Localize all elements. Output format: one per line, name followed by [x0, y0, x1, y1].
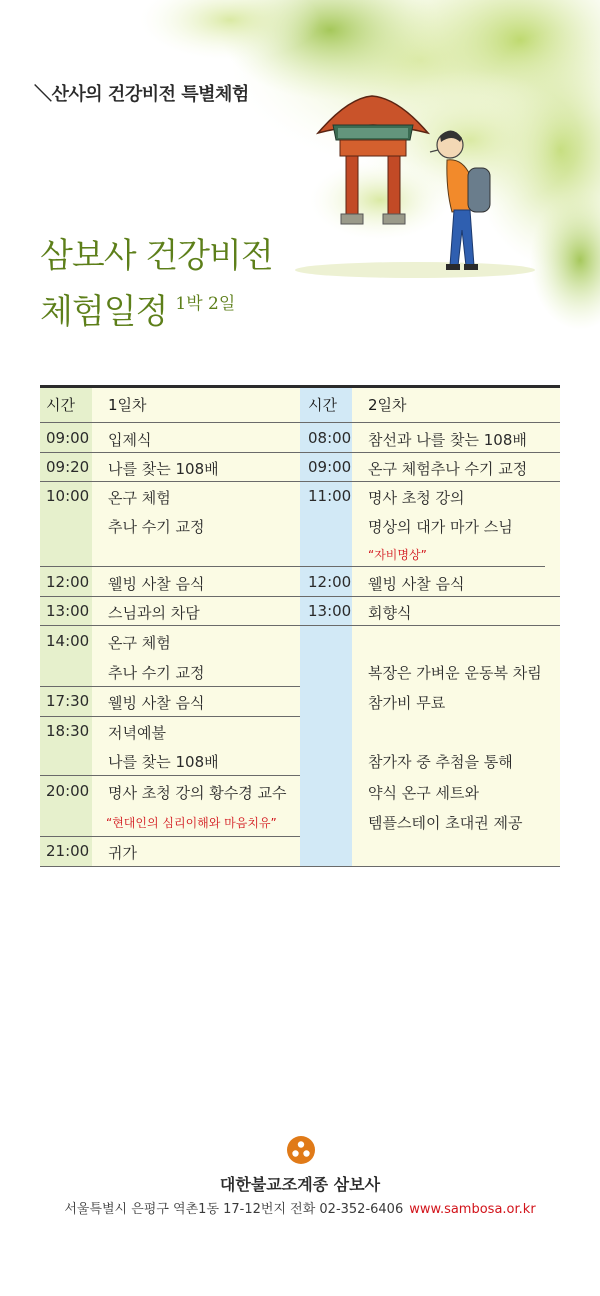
day2-activity: 참선과 나를 찾는 108배	[368, 431, 527, 449]
day1-activity: 입제식	[108, 431, 152, 449]
day2-activity: 회향식	[368, 604, 412, 622]
row-divider	[300, 481, 560, 482]
row-divider	[300, 422, 560, 423]
temple-logo-icon	[286, 1135, 316, 1165]
day2-time-header: 시간	[308, 396, 337, 414]
day1-lecture-note: “현대인의 심리이해와 마음치유”	[106, 816, 277, 830]
row-divider	[40, 686, 300, 687]
day1-activity: 스님과의 차담	[108, 604, 200, 622]
day2-header: 2일차	[368, 396, 407, 414]
day1-activity: 나를 찾는 108배	[108, 753, 219, 771]
day1-activity: 저녁예불	[108, 724, 166, 742]
address-text: 서울특별시 은평구 역촌1동 17-12번지 전화 02-352-6406	[64, 1202, 404, 1217]
day1-time: 12:00	[46, 573, 90, 591]
schedule-table	[40, 385, 560, 867]
page-title: 삼보사 건강비전	[40, 236, 273, 276]
day1-activity: 나를 찾는 108배	[108, 460, 219, 478]
row-divider	[40, 836, 300, 837]
page-title-line2	[40, 284, 235, 333]
website-link[interactable]: www.sambosa.or.kr	[409, 1202, 536, 1217]
day1-time-header: 시간	[46, 396, 75, 414]
day1-activity: 온구 체험	[108, 634, 171, 652]
day2-activity: 온구 체험추나 수기 교정	[368, 460, 528, 478]
info-raffle: 약식 온구 세트와	[368, 784, 479, 802]
day2-activity: 웰빙 사찰 음식	[368, 575, 465, 593]
organization-name: 대한불교조계종 삼보사	[219, 1175, 381, 1194]
day2-activity: 명상의 대가 마가 스님	[368, 518, 513, 536]
day1-time: 09:00	[46, 429, 90, 447]
row-divider	[40, 596, 300, 597]
page-title-second: 체험일정	[40, 292, 168, 332]
day2-time: 09:00	[308, 458, 352, 476]
row-divider	[40, 481, 300, 482]
day2-time: 11:00	[308, 487, 352, 505]
row-divider	[40, 716, 300, 717]
table-bottom-rule	[40, 866, 560, 867]
info-raffle: 참가자 중 추첨을 통해	[368, 753, 513, 771]
row-divider	[40, 452, 300, 453]
day1-activity: 추나 수기 교정	[108, 664, 205, 682]
day1-activity: 웰빙 사찰 음식	[108, 694, 205, 712]
day1-activity: 온구 체험	[108, 489, 171, 507]
day1-time: 10:00	[46, 487, 90, 505]
page-subtitle: ＼산사의 건강비전 특별체험	[34, 84, 249, 105]
row-divider	[40, 566, 300, 567]
row-divider	[300, 566, 545, 567]
row-divider	[300, 625, 560, 626]
day1-time: 14:00	[46, 632, 90, 650]
day1-activity: 추나 수기 교정	[108, 518, 205, 536]
row-divider	[300, 452, 560, 453]
duration-label: 1박 2일	[175, 294, 236, 314]
day1-header: 1일차	[108, 396, 147, 414]
row-divider	[40, 422, 300, 423]
day1-activity: 귀가	[108, 844, 137, 862]
info-dress-code: 복장은 가벼운 운동복 차림	[368, 664, 542, 682]
info-fee: 참가비 무료	[368, 694, 446, 712]
day2-time: 13:00	[308, 602, 352, 620]
day1-time: 21:00	[46, 842, 90, 860]
day1-time: 09:20	[46, 458, 90, 476]
info-raffle: 템플스테이 초대권 제공	[368, 814, 523, 832]
row-divider	[40, 775, 300, 776]
day2-time: 08:00	[308, 429, 352, 447]
day1-activity: 웰빙 사찰 음식	[108, 575, 205, 593]
day2-time: 12:00	[308, 573, 352, 591]
row-divider	[40, 625, 300, 626]
day1-activity: 명사 초청 강의 황수경 교수	[108, 784, 287, 802]
day1-time: 18:30	[46, 722, 90, 740]
day1-time: 20:00	[46, 782, 90, 800]
day1-time: 17:30	[46, 692, 90, 710]
row-divider	[300, 596, 560, 597]
footer-contact	[0, 1198, 600, 1217]
day2-activity: 명사 초청 강의	[368, 489, 465, 507]
day2-lecture-note: “자비명상”	[368, 548, 427, 562]
day1-time: 13:00	[46, 602, 90, 620]
